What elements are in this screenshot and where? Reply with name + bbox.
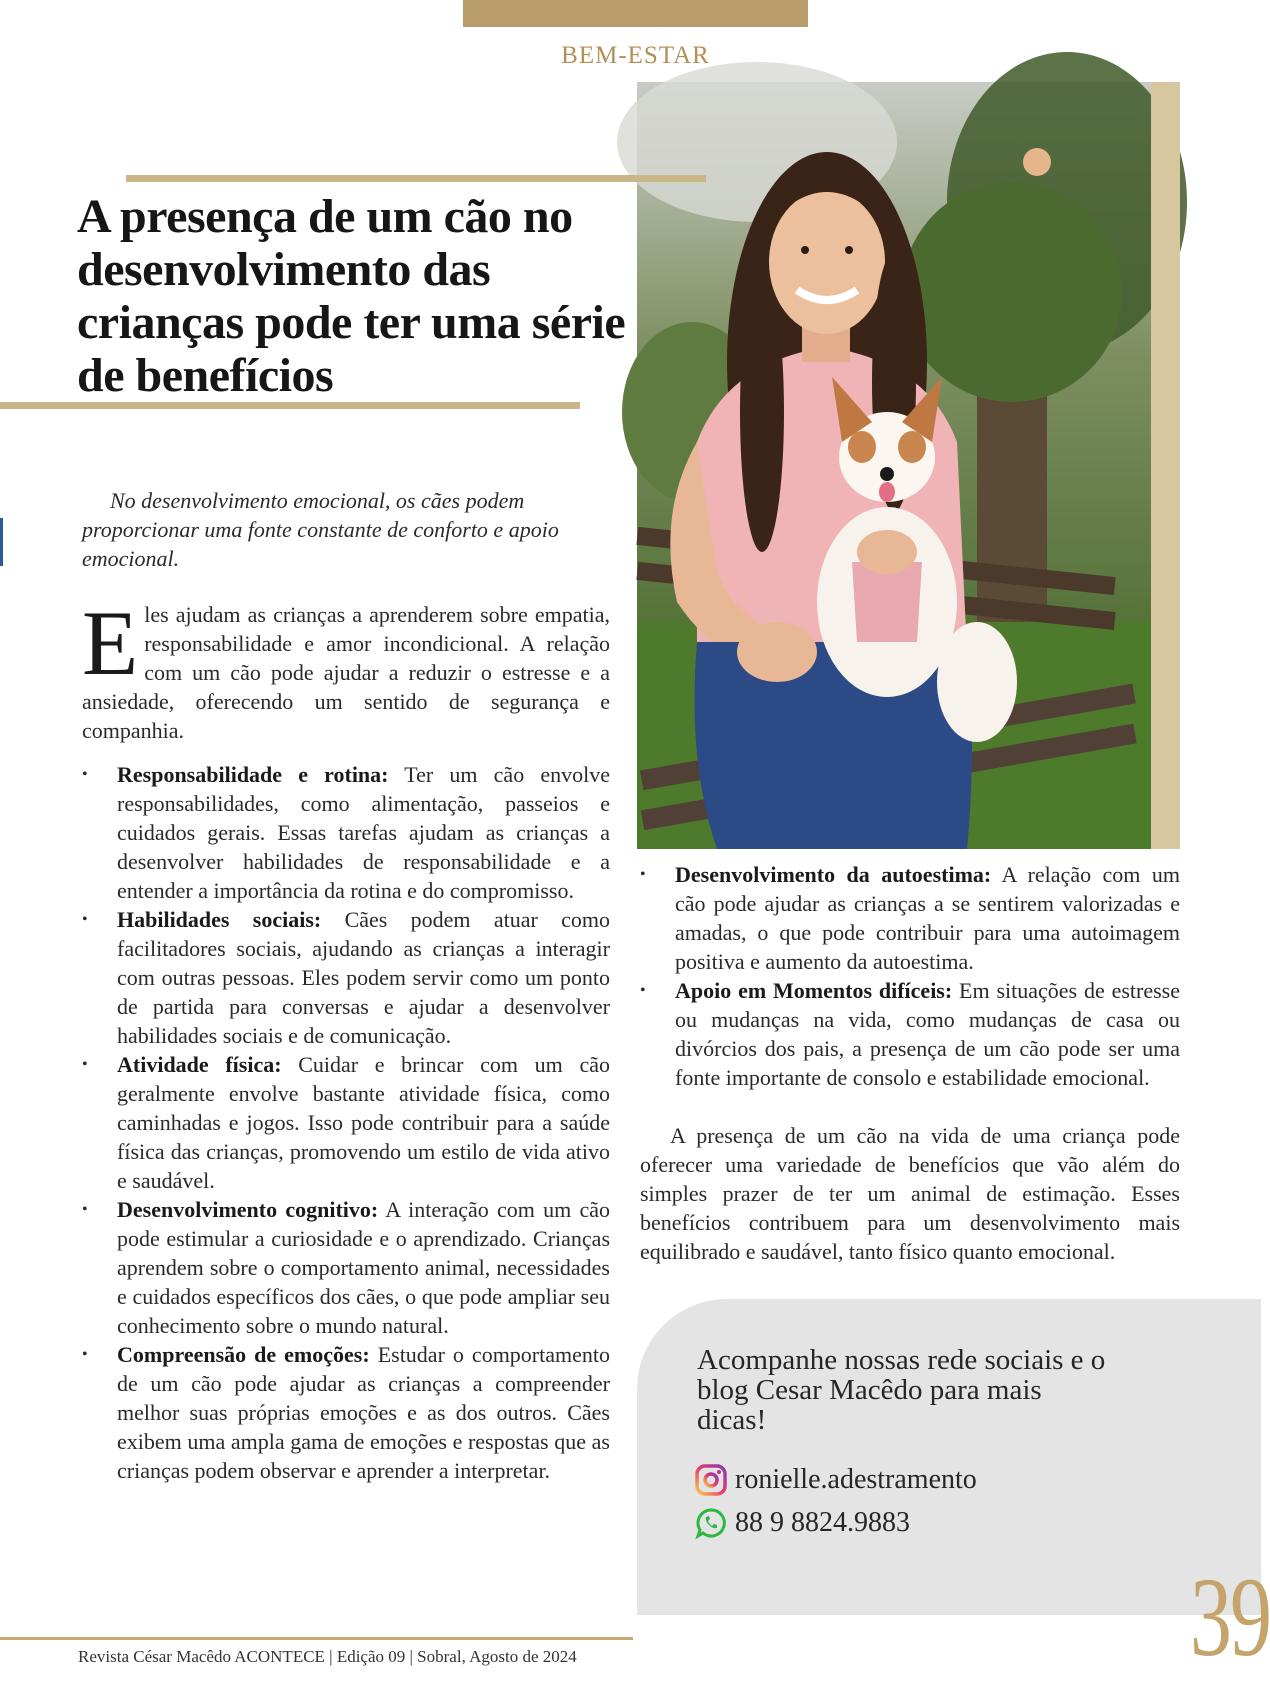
intro-paragraph	[82, 592, 610, 745]
list-item	[82, 1050, 610, 1195]
list-item-text: Estudar o comportamento de um cão pode ajudar as crianças a compreender melhor suas próprias emoções e as dos outros. Cães exibem uma ampla gama de emoções e respostas que as crianças podem observar e aprender a interpretar.	[117, 1342, 610, 1483]
bullet-icon: •	[82, 1201, 88, 1218]
instagram-icon	[695, 1464, 727, 1496]
photo-gold-bar	[1151, 82, 1180, 849]
list-item	[82, 905, 610, 1050]
instagram-handle: ronielle.adestramento	[735, 1464, 977, 1495]
closing-paragraph: A presença de um cão na vida de uma criança pode oferecer uma variedade de benefícios que vão além do simples prazer de ter um animal de estimação. Esses benefícios contribuem para um desenvolvimento mais equilibrado e saudável, tanto físico quanto emocional.	[640, 1123, 1180, 1264]
section-label: BEM-ESTAR	[561, 42, 710, 69]
list-item-title: Compreensão de emoções:	[117, 1342, 370, 1367]
list-item-text: A interação com um cão pode estimular a curiosidade e o aprendizado. Crianças aprendem sobre o comportamento animal, necessidades e cuidados específicos dos cães, o que pode ampliar seu conhecimento sobre o mundo natural.	[117, 1197, 611, 1338]
bullet-icon: •	[82, 1346, 88, 1363]
bullet-icon: •	[82, 911, 88, 928]
list-item-text: Ter um cão envolve responsabilidades, como alimentação, passeios e cuidados gerais. Essas tarefas ajudam as crianças a desenvolver habilidades de responsabilidade e a entender a importância da rotina e do compromisso.	[117, 762, 610, 903]
top-gold-bar	[463, 0, 808, 27]
footer-rule	[0, 1637, 633, 1640]
footer-credit: Revista César Macêdo ACONTECE | Edição 09 | Sobral, Agosto de 2024	[78, 1647, 577, 1666]
headline-rule-bottom	[0, 402, 580, 409]
article-headline: A presença de um cão no desenvolvimento das crianças pode ter uma série de benefícios	[77, 190, 626, 402]
bullet-icon: •	[82, 1056, 88, 1073]
intro-text: les ajudam as crianças a aprenderem sobre empatia, responsabilidade e amor incondicional. A relação com um cão pode ajudar a reduzir o estresse e a ansiedade, oferecendo um sentido de segurança e companhia.	[82, 602, 610, 743]
list-item-text: Cuidar e brincar com um cão geralmente envolve bastante atividade física, como caminhadas e jogos. Isso pode contribuir para a saúde física das crianças, promovendo um estilo de vida ativo e saudável.	[117, 1052, 610, 1193]
list-item-title: Habilidades sociais:	[117, 907, 322, 932]
headline-rule-top	[126, 175, 706, 182]
list-item	[640, 976, 1180, 1092]
bullet-icon: •	[640, 866, 646, 883]
benefits-list-left	[82, 760, 610, 1485]
list-item-title: Desenvolvimento cognitivo:	[117, 1197, 379, 1222]
list-item-text: Cães podem atuar como facilitadores sociais, ajudando as crianças a interagir com outras pessoas. Eles podem servir como um ponto de partida para conversas e ajudar a desenvolver habilidades sociais e de comunicação.	[117, 907, 610, 1048]
benefits-list-right	[640, 860, 1180, 1092]
margin-marker	[0, 518, 3, 566]
list-item-title: Desenvolvimento da autoestima:	[675, 862, 992, 887]
drop-cap: E	[82, 592, 139, 694]
article-photo	[637, 82, 1151, 849]
bullet-icon: •	[82, 766, 88, 783]
page-number: 39	[1190, 1555, 1270, 1681]
list-item	[82, 1340, 610, 1485]
list-item-text: Em situações de estresse ou mudanças na vida, como mudanças de casa ou divórcios dos pais, a presença de um cão pode ser uma fonte importante de consolo e estabilidade emocional.	[675, 978, 1181, 1090]
list-item	[640, 860, 1180, 976]
bullet-icon: •	[640, 982, 646, 999]
social-callout-text: Acompanhe nossas rede sociais e o blog Cesar Macêdo para mais dicas!	[697, 1344, 1106, 1436]
instagram-contact[interactable]	[695, 1464, 977, 1496]
lead-paragraph: No desenvolvimento emocional, os cães podem proporcionar uma fonte constante de conforto e apoio emocional.	[82, 488, 559, 571]
whatsapp-contact[interactable]	[695, 1507, 910, 1539]
list-item-text: A relação com um cão pode ajudar as crianças a se sentirem valorizadas e amadas, o que pode contribuir para uma autoimagem positiva e aumento da autoestima.	[675, 862, 1180, 974]
list-item-title: Responsabilidade e rotina:	[117, 762, 389, 787]
whatsapp-number: 88 9 8824.9883	[735, 1507, 910, 1538]
list-item-title: Atividade física:	[117, 1052, 282, 1077]
list-item-title: Apoio em Momentos difíceis:	[675, 978, 953, 1003]
list-item	[82, 1195, 610, 1340]
girl-with-dog-illustration	[637, 82, 1151, 849]
list-item	[82, 760, 610, 905]
whatsapp-icon	[695, 1507, 727, 1539]
